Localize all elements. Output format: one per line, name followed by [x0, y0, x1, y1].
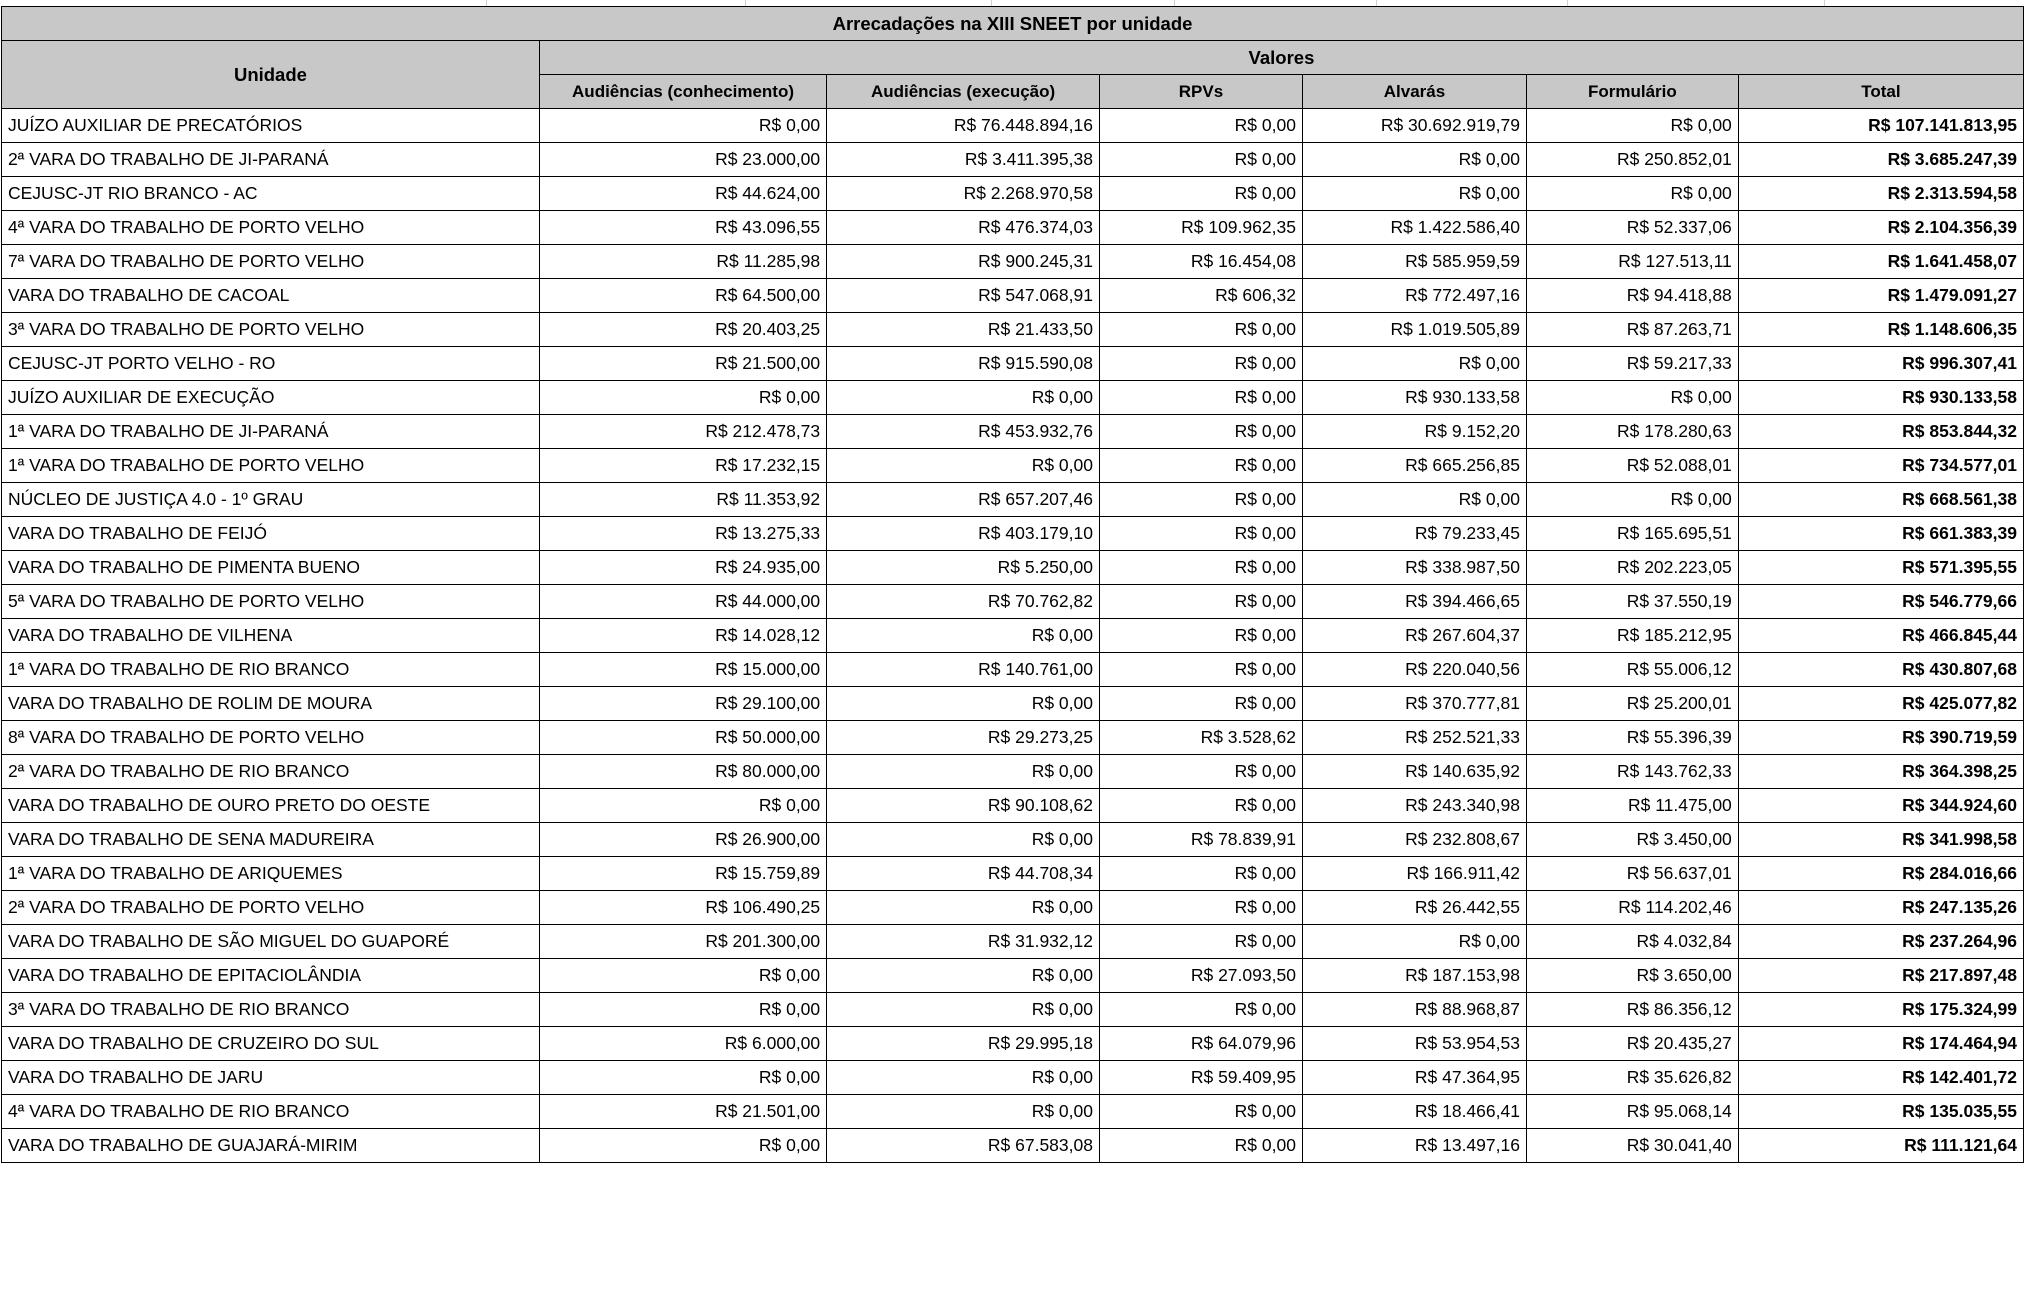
cell-unidade[interactable]: 1ª VARA DO TRABALHO DE PORTO VELHO	[2, 449, 540, 483]
cell-audiencias-execucao[interactable]: R$ 3.411.395,38	[827, 143, 1100, 177]
cell-unidade[interactable]: VARA DO TRABALHO DE JARU	[2, 1061, 540, 1095]
cell-formulario[interactable]: R$ 20.435,27	[1526, 1027, 1738, 1061]
cell-formulario[interactable]: R$ 250.852,01	[1526, 143, 1738, 177]
cell-formulario[interactable]: R$ 56.637,01	[1526, 857, 1738, 891]
cell-formulario[interactable]: R$ 52.088,01	[1526, 449, 1738, 483]
cell-unidade[interactable]: 5ª VARA DO TRABALHO DE PORTO VELHO	[2, 585, 540, 619]
table-row[interactable]	[2, 1061, 2024, 1095]
table-row[interactable]	[2, 857, 2024, 891]
cell-formulario[interactable]: R$ 3.450,00	[1526, 823, 1738, 857]
cell-rpvs[interactable]: R$ 0,00	[1099, 687, 1302, 721]
cell-total[interactable]: R$ 466.845,44	[1738, 619, 2023, 653]
cell-unidade[interactable]: 4ª VARA DO TRABALHO DE PORTO VELHO	[2, 211, 540, 245]
cell-unidade[interactable]: 4ª VARA DO TRABALHO DE RIO BRANCO	[2, 1095, 540, 1129]
cell-formulario[interactable]: R$ 3.650,00	[1526, 959, 1738, 993]
cell-total[interactable]: R$ 2.313.594,58	[1738, 177, 2023, 211]
table-row[interactable]	[2, 551, 2024, 585]
cell-formulario[interactable]: R$ 55.006,12	[1526, 653, 1738, 687]
table-row[interactable]	[2, 279, 2024, 313]
cell-alvaras[interactable]: R$ 0,00	[1302, 347, 1526, 381]
cell-rpvs[interactable]: R$ 0,00	[1099, 483, 1302, 517]
table-row[interactable]	[2, 211, 2024, 245]
cell-audiencias-conhecimento[interactable]: R$ 26.900,00	[539, 823, 826, 857]
cell-audiencias-conhecimento[interactable]: R$ 0,00	[539, 959, 826, 993]
cell-rpvs[interactable]: R$ 0,00	[1099, 789, 1302, 823]
cell-total[interactable]: R$ 3.685.247,39	[1738, 143, 2023, 177]
cell-audiencias-execucao[interactable]: R$ 29.273,25	[827, 721, 1100, 755]
cell-alvaras[interactable]: R$ 140.635,92	[1302, 755, 1526, 789]
cell-total[interactable]: R$ 1.479.091,27	[1738, 279, 2023, 313]
column-header-total[interactable]: Total	[1738, 75, 2023, 109]
cell-formulario[interactable]: R$ 0,00	[1526, 483, 1738, 517]
table-row[interactable]	[2, 177, 2024, 211]
cell-audiencias-execucao[interactable]: R$ 915.590,08	[827, 347, 1100, 381]
cell-audiencias-execucao[interactable]: R$ 900.245,31	[827, 245, 1100, 279]
cell-audiencias-conhecimento[interactable]: R$ 0,00	[539, 1129, 826, 1163]
cell-alvaras[interactable]: R$ 0,00	[1302, 177, 1526, 211]
column-header-audiencias-execucao[interactable]: Audiências (execução)	[827, 75, 1100, 109]
cell-rpvs[interactable]: R$ 0,00	[1099, 755, 1302, 789]
cell-total[interactable]: R$ 430.807,68	[1738, 653, 2023, 687]
cell-rpvs[interactable]: R$ 0,00	[1099, 381, 1302, 415]
cell-rpvs[interactable]: R$ 0,00	[1099, 347, 1302, 381]
cell-audiencias-execucao[interactable]: R$ 0,00	[827, 891, 1100, 925]
cell-unidade[interactable]: 8ª VARA DO TRABALHO DE PORTO VELHO	[2, 721, 540, 755]
cell-audiencias-execucao[interactable]: R$ 44.708,34	[827, 857, 1100, 891]
cell-total[interactable]: R$ 175.324,99	[1738, 993, 2023, 1027]
cell-rpvs[interactable]: R$ 0,00	[1099, 517, 1302, 551]
cell-unidade[interactable]: 1ª VARA DO TRABALHO DE ARIQUEMES	[2, 857, 540, 891]
cell-total[interactable]: R$ 2.104.356,39	[1738, 211, 2023, 245]
cell-rpvs[interactable]: R$ 0,00	[1099, 891, 1302, 925]
cell-total[interactable]: R$ 344.924,60	[1738, 789, 2023, 823]
table-row[interactable]	[2, 755, 2024, 789]
cell-unidade[interactable]: 1ª VARA DO TRABALHO DE RIO BRANCO	[2, 653, 540, 687]
table-header	[2, 7, 2024, 109]
cell-alvaras[interactable]: R$ 47.364,95	[1302, 1061, 1526, 1095]
cell-unidade[interactable]: VARA DO TRABALHO DE ROLIM DE MOURA	[2, 687, 540, 721]
cell-audiencias-conhecimento[interactable]: R$ 21.500,00	[539, 347, 826, 381]
cell-audiencias-conhecimento[interactable]: R$ 0,00	[539, 109, 826, 143]
cell-unidade[interactable]: 7ª VARA DO TRABALHO DE PORTO VELHO	[2, 245, 540, 279]
cell-rpvs[interactable]: R$ 606,32	[1099, 279, 1302, 313]
cell-alvaras[interactable]: R$ 1.019.505,89	[1302, 313, 1526, 347]
cell-total[interactable]: R$ 1.641.458,07	[1738, 245, 2023, 279]
cell-alvaras[interactable]: R$ 370.777,81	[1302, 687, 1526, 721]
cell-total[interactable]: R$ 111.121,64	[1738, 1129, 2023, 1163]
cell-rpvs[interactable]: R$ 16.454,08	[1099, 245, 1302, 279]
spreadsheet-gridline-strip	[0, 0, 2025, 6]
cell-formulario[interactable]: R$ 95.068,14	[1526, 1095, 1738, 1129]
cell-formulario[interactable]: R$ 0,00	[1526, 109, 1738, 143]
cell-audiencias-conhecimento[interactable]: R$ 29.100,00	[539, 687, 826, 721]
cell-formulario[interactable]: R$ 94.418,88	[1526, 279, 1738, 313]
cell-formulario[interactable]: R$ 143.762,33	[1526, 755, 1738, 789]
cell-audiencias-conhecimento[interactable]: R$ 44.624,00	[539, 177, 826, 211]
cell-formulario[interactable]: R$ 0,00	[1526, 381, 1738, 415]
table-row[interactable]	[2, 109, 2024, 143]
cell-alvaras[interactable]: R$ 18.466,41	[1302, 1095, 1526, 1129]
cell-formulario[interactable]: R$ 25.200,01	[1526, 687, 1738, 721]
cell-alvaras[interactable]: R$ 0,00	[1302, 925, 1526, 959]
cell-alvaras[interactable]: R$ 30.692.919,79	[1302, 109, 1526, 143]
cell-rpvs[interactable]: R$ 0,00	[1099, 993, 1302, 1027]
cell-audiencias-execucao[interactable]: R$ 76.448.894,16	[827, 109, 1100, 143]
cell-formulario[interactable]: R$ 11.475,00	[1526, 789, 1738, 823]
cell-audiencias-conhecimento[interactable]: R$ 0,00	[539, 993, 826, 1027]
cell-audiencias-execucao[interactable]: R$ 0,00	[827, 619, 1100, 653]
cell-unidade[interactable]: CEJUSC-JT RIO BRANCO - AC	[2, 177, 540, 211]
table-row[interactable]	[2, 313, 2024, 347]
cell-alvaras[interactable]: R$ 338.987,50	[1302, 551, 1526, 585]
cell-total[interactable]: R$ 135.035,55	[1738, 1095, 2023, 1129]
cell-alvaras[interactable]: R$ 0,00	[1302, 143, 1526, 177]
cell-total[interactable]: R$ 668.561,38	[1738, 483, 2023, 517]
cell-audiencias-conhecimento[interactable]: R$ 11.353,92	[539, 483, 826, 517]
cell-unidade[interactable]: JUÍZO AUXILIAR DE EXECUÇÃO	[2, 381, 540, 415]
cell-audiencias-conhecimento[interactable]: R$ 201.300,00	[539, 925, 826, 959]
cell-audiencias-conhecimento[interactable]: R$ 20.403,25	[539, 313, 826, 347]
cell-rpvs[interactable]: R$ 0,00	[1099, 143, 1302, 177]
cell-unidade[interactable]: NÚCLEO DE JUSTIÇA 4.0 - 1º GRAU	[2, 483, 540, 517]
cell-alvaras[interactable]: R$ 13.497,16	[1302, 1129, 1526, 1163]
cell-audiencias-conhecimento[interactable]: R$ 212.478,73	[539, 415, 826, 449]
cell-audiencias-conhecimento[interactable]: R$ 23.000,00	[539, 143, 826, 177]
cell-rpvs[interactable]: R$ 0,00	[1099, 313, 1302, 347]
table-row[interactable]	[2, 1129, 2024, 1163]
table-row[interactable]	[2, 653, 2024, 687]
cell-total[interactable]: R$ 174.464,94	[1738, 1027, 2023, 1061]
cell-rpvs[interactable]: R$ 27.093,50	[1099, 959, 1302, 993]
cell-rpvs[interactable]: R$ 78.839,91	[1099, 823, 1302, 857]
cell-formulario[interactable]: R$ 55.396,39	[1526, 721, 1738, 755]
table-row[interactable]	[2, 925, 2024, 959]
cell-rpvs[interactable]: R$ 0,00	[1099, 925, 1302, 959]
cell-total[interactable]: R$ 284.016,66	[1738, 857, 2023, 891]
cell-audiencias-conhecimento[interactable]: R$ 11.285,98	[539, 245, 826, 279]
cell-unidade[interactable]: VARA DO TRABALHO DE GUAJARÁ-MIRIM	[2, 1129, 540, 1163]
cell-rpvs[interactable]: R$ 3.528,62	[1099, 721, 1302, 755]
table-row[interactable]	[2, 585, 2024, 619]
cell-formulario[interactable]: R$ 86.356,12	[1526, 993, 1738, 1027]
cell-total[interactable]: R$ 341.998,58	[1738, 823, 2023, 857]
cell-unidade[interactable]: VARA DO TRABALHO DE VILHENA	[2, 619, 540, 653]
cell-rpvs[interactable]: R$ 64.079,96	[1099, 1027, 1302, 1061]
column-header-formulario[interactable]: Formulário	[1526, 75, 1738, 109]
table-row[interactable]	[2, 143, 2024, 177]
cell-rpvs[interactable]: R$ 0,00	[1099, 109, 1302, 143]
table-row[interactable]	[2, 823, 2024, 857]
cell-unidade[interactable]: VARA DO TRABALHO DE SÃO MIGUEL DO GUAPORÉ	[2, 925, 540, 959]
cell-audiencias-execucao[interactable]: R$ 0,00	[827, 687, 1100, 721]
cell-rpvs[interactable]: R$ 0,00	[1099, 585, 1302, 619]
cell-audiencias-conhecimento[interactable]: R$ 21.501,00	[539, 1095, 826, 1129]
cell-audiencias-conhecimento[interactable]: R$ 0,00	[539, 1061, 826, 1095]
cell-unidade[interactable]: 1ª VARA DO TRABALHO DE JI-PARANÁ	[2, 415, 540, 449]
cell-formulario[interactable]: R$ 114.202,46	[1526, 891, 1738, 925]
cell-alvaras[interactable]: R$ 187.153,98	[1302, 959, 1526, 993]
cell-formulario[interactable]: R$ 165.695,51	[1526, 517, 1738, 551]
cell-audiencias-execucao[interactable]: R$ 90.108,62	[827, 789, 1100, 823]
cell-audiencias-conhecimento[interactable]: R$ 43.096,55	[539, 211, 826, 245]
cell-audiencias-execucao[interactable]: R$ 0,00	[827, 1095, 1100, 1129]
cell-rpvs[interactable]: R$ 109.962,35	[1099, 211, 1302, 245]
cell-audiencias-execucao[interactable]: R$ 21.433,50	[827, 313, 1100, 347]
cell-formulario[interactable]: R$ 35.626,82	[1526, 1061, 1738, 1095]
cell-alvaras[interactable]: R$ 166.911,42	[1302, 857, 1526, 891]
cell-total[interactable]: R$ 425.077,82	[1738, 687, 2023, 721]
cell-rpvs[interactable]: R$ 0,00	[1099, 449, 1302, 483]
table-row[interactable]	[2, 449, 2024, 483]
cell-rpvs[interactable]: R$ 0,00	[1099, 619, 1302, 653]
cell-audiencias-conhecimento[interactable]: R$ 15.000,00	[539, 653, 826, 687]
cell-formulario[interactable]: R$ 185.212,95	[1526, 619, 1738, 653]
cell-alvaras[interactable]: R$ 1.422.586,40	[1302, 211, 1526, 245]
table-row[interactable]	[2, 415, 2024, 449]
cell-audiencias-execucao[interactable]: R$ 657.207,46	[827, 483, 1100, 517]
cell-audiencias-execucao[interactable]: R$ 29.995,18	[827, 1027, 1100, 1061]
cell-alvaras[interactable]: R$ 585.959,59	[1302, 245, 1526, 279]
table-row[interactable]	[2, 619, 2024, 653]
cell-total[interactable]: R$ 217.897,48	[1738, 959, 2023, 993]
cell-unidade[interactable]: VARA DO TRABALHO DE SENA MADUREIRA	[2, 823, 540, 857]
cell-audiencias-execucao[interactable]: R$ 0,00	[827, 823, 1100, 857]
cell-audiencias-execucao[interactable]: R$ 0,00	[827, 1061, 1100, 1095]
cell-alvaras[interactable]: R$ 394.466,65	[1302, 585, 1526, 619]
cell-audiencias-execucao[interactable]: R$ 453.932,76	[827, 415, 1100, 449]
cell-total[interactable]: R$ 390.719,59	[1738, 721, 2023, 755]
cell-audiencias-execucao[interactable]: R$ 0,00	[827, 449, 1100, 483]
cell-rpvs[interactable]: R$ 0,00	[1099, 415, 1302, 449]
table-body	[2, 109, 2024, 1163]
cell-unidade[interactable]: 2ª VARA DO TRABALHO DE JI-PARANÁ	[2, 143, 540, 177]
cell-formulario[interactable]: R$ 59.217,33	[1526, 347, 1738, 381]
table-row[interactable]	[2, 1027, 2024, 1061]
cell-unidade[interactable]: 3ª VARA DO TRABALHO DE RIO BRANCO	[2, 993, 540, 1027]
cell-unidade[interactable]: 2ª VARA DO TRABALHO DE PORTO VELHO	[2, 891, 540, 925]
arrecadacoes-table	[1, 6, 2024, 1163]
cell-total[interactable]: R$ 661.383,39	[1738, 517, 2023, 551]
cell-audiencias-execucao[interactable]: R$ 2.268.970,58	[827, 177, 1100, 211]
column-header-audiencias-conhecimento[interactable]: Audiências (conhecimento)	[539, 75, 826, 109]
cell-alvaras[interactable]: R$ 772.497,16	[1302, 279, 1526, 313]
cell-alvaras[interactable]: R$ 53.954,53	[1302, 1027, 1526, 1061]
table-title-row	[2, 7, 2024, 41]
cell-audiencias-execucao[interactable]: R$ 67.583,08	[827, 1129, 1100, 1163]
cell-rpvs[interactable]: R$ 0,00	[1099, 551, 1302, 585]
table-row[interactable]	[2, 1095, 2024, 1129]
cell-total[interactable]: R$ 247.135,26	[1738, 891, 2023, 925]
cell-audiencias-conhecimento[interactable]: R$ 64.500,00	[539, 279, 826, 313]
column-header-unidade[interactable]: Unidade	[2, 41, 540, 109]
cell-total[interactable]: R$ 546.779,66	[1738, 585, 2023, 619]
cell-rpvs[interactable]: R$ 59.409,95	[1099, 1061, 1302, 1095]
cell-total[interactable]: R$ 364.398,25	[1738, 755, 2023, 789]
cell-alvaras[interactable]: R$ 243.340,98	[1302, 789, 1526, 823]
cell-total[interactable]: R$ 142.401,72	[1738, 1061, 2023, 1095]
cell-audiencias-conhecimento[interactable]: R$ 14.028,12	[539, 619, 826, 653]
cell-alvaras[interactable]: R$ 665.256,85	[1302, 449, 1526, 483]
cell-unidade[interactable]: 2ª VARA DO TRABALHO DE RIO BRANCO	[2, 755, 540, 789]
cell-formulario[interactable]: R$ 4.032,84	[1526, 925, 1738, 959]
cell-audiencias-execucao[interactable]: R$ 0,00	[827, 993, 1100, 1027]
cell-alvaras[interactable]: R$ 930.133,58	[1302, 381, 1526, 415]
cell-unidade[interactable]: VARA DO TRABALHO DE EPITACIOLÂNDIA	[2, 959, 540, 993]
table-row[interactable]	[2, 721, 2024, 755]
cell-audiencias-conhecimento[interactable]: R$ 44.000,00	[539, 585, 826, 619]
cell-alvaras[interactable]: R$ 220.040,56	[1302, 653, 1526, 687]
cell-formulario[interactable]: R$ 0,00	[1526, 177, 1738, 211]
cell-audiencias-execucao[interactable]: R$ 0,00	[827, 959, 1100, 993]
cell-alvaras[interactable]: R$ 26.442,55	[1302, 891, 1526, 925]
table-row[interactable]	[2, 959, 2024, 993]
cell-audiencias-conhecimento[interactable]: R$ 0,00	[539, 381, 826, 415]
cell-total[interactable]: R$ 107.141.813,95	[1738, 109, 2023, 143]
table-title: Arrecadações na XIII SNEET por unidade	[2, 7, 2024, 41]
cell-unidade[interactable]: VARA DO TRABALHO DE FEIJÓ	[2, 517, 540, 551]
cell-alvaras[interactable]: R$ 0,00	[1302, 483, 1526, 517]
cell-rpvs[interactable]: R$ 0,00	[1099, 1129, 1302, 1163]
column-header-rpvs[interactable]: RPVs	[1099, 75, 1302, 109]
cell-formulario[interactable]: R$ 87.263,71	[1526, 313, 1738, 347]
cell-total[interactable]: R$ 996.307,41	[1738, 347, 2023, 381]
cell-rpvs[interactable]: R$ 0,00	[1099, 653, 1302, 687]
cell-audiencias-conhecimento[interactable]: R$ 80.000,00	[539, 755, 826, 789]
cell-audiencias-conhecimento[interactable]: R$ 6.000,00	[539, 1027, 826, 1061]
cell-audiencias-conhecimento[interactable]: R$ 106.490,25	[539, 891, 826, 925]
cell-total[interactable]: R$ 734.577,01	[1738, 449, 2023, 483]
cell-unidade[interactable]: CEJUSC-JT PORTO VELHO - RO	[2, 347, 540, 381]
cell-audiencias-execucao[interactable]: R$ 31.932,12	[827, 925, 1100, 959]
cell-audiencias-execucao[interactable]: R$ 5.250,00	[827, 551, 1100, 585]
table-row[interactable]	[2, 347, 2024, 381]
table-row[interactable]	[2, 245, 2024, 279]
cell-alvaras[interactable]: R$ 267.604,37	[1302, 619, 1526, 653]
cell-audiencias-execucao[interactable]: R$ 476.374,03	[827, 211, 1100, 245]
cell-unidade[interactable]: 3ª VARA DO TRABALHO DE PORTO VELHO	[2, 313, 540, 347]
cell-total[interactable]: R$ 853.844,32	[1738, 415, 2023, 449]
cell-formulario[interactable]: R$ 37.550,19	[1526, 585, 1738, 619]
cell-formulario[interactable]: R$ 127.513,11	[1526, 245, 1738, 279]
table-group-header-row	[2, 41, 2024, 75]
cell-alvaras[interactable]: R$ 88.968,87	[1302, 993, 1526, 1027]
cell-alvaras[interactable]: R$ 9.152,20	[1302, 415, 1526, 449]
cell-audiencias-conhecimento[interactable]: R$ 24.935,00	[539, 551, 826, 585]
cell-unidade[interactable]: VARA DO TRABALHO DE CACOAL	[2, 279, 540, 313]
cell-audiencias-conhecimento[interactable]: R$ 15.759,89	[539, 857, 826, 891]
cell-audiencias-execucao[interactable]: R$ 547.068,91	[827, 279, 1100, 313]
cell-rpvs[interactable]: R$ 0,00	[1099, 857, 1302, 891]
table-row[interactable]	[2, 517, 2024, 551]
cell-formulario[interactable]: R$ 52.337,06	[1526, 211, 1738, 245]
cell-alvaras[interactable]: R$ 232.808,67	[1302, 823, 1526, 857]
cell-audiencias-conhecimento[interactable]: R$ 50.000,00	[539, 721, 826, 755]
cell-audiencias-execucao[interactable]: R$ 70.762,82	[827, 585, 1100, 619]
column-header-alvaras[interactable]: Alvarás	[1302, 75, 1526, 109]
cell-audiencias-execucao[interactable]: R$ 0,00	[827, 755, 1100, 789]
cell-unidade[interactable]: VARA DO TRABALHO DE CRUZEIRO DO SUL	[2, 1027, 540, 1061]
cell-total[interactable]: R$ 237.264,96	[1738, 925, 2023, 959]
cell-alvaras[interactable]: R$ 79.233,45	[1302, 517, 1526, 551]
cell-unidade[interactable]: VARA DO TRABALHO DE PIMENTA BUENO	[2, 551, 540, 585]
cell-total[interactable]: R$ 930.133,58	[1738, 381, 2023, 415]
cell-audiencias-conhecimento[interactable]: R$ 13.275,33	[539, 517, 826, 551]
cell-audiencias-conhecimento[interactable]: R$ 17.232,15	[539, 449, 826, 483]
cell-unidade[interactable]: JUÍZO AUXILIAR DE PRECATÓRIOS	[2, 109, 540, 143]
table-row[interactable]	[2, 687, 2024, 721]
cell-audiencias-execucao[interactable]: R$ 140.761,00	[827, 653, 1100, 687]
cell-formulario[interactable]: R$ 202.223,05	[1526, 551, 1738, 585]
cell-alvaras[interactable]: R$ 252.521,33	[1302, 721, 1526, 755]
cell-total[interactable]: R$ 571.395,55	[1738, 551, 2023, 585]
cell-rpvs[interactable]: R$ 0,00	[1099, 177, 1302, 211]
cell-audiencias-execucao[interactable]: R$ 403.179,10	[827, 517, 1100, 551]
cell-unidade[interactable]: VARA DO TRABALHO DE OURO PRETO DO OESTE	[2, 789, 540, 823]
cell-rpvs[interactable]: R$ 0,00	[1099, 1095, 1302, 1129]
cell-total[interactable]: R$ 1.148.606,35	[1738, 313, 2023, 347]
cell-audiencias-execucao[interactable]: R$ 0,00	[827, 381, 1100, 415]
cell-formulario[interactable]: R$ 30.041,40	[1526, 1129, 1738, 1163]
table-row[interactable]	[2, 381, 2024, 415]
cell-audiencias-conhecimento[interactable]: R$ 0,00	[539, 789, 826, 823]
column-group-header-valores: Valores	[539, 41, 2023, 75]
table-row[interactable]	[2, 483, 2024, 517]
table-row[interactable]	[2, 993, 2024, 1027]
cell-formulario[interactable]: R$ 178.280,63	[1526, 415, 1738, 449]
table-row[interactable]	[2, 891, 2024, 925]
table-row[interactable]	[2, 789, 2024, 823]
